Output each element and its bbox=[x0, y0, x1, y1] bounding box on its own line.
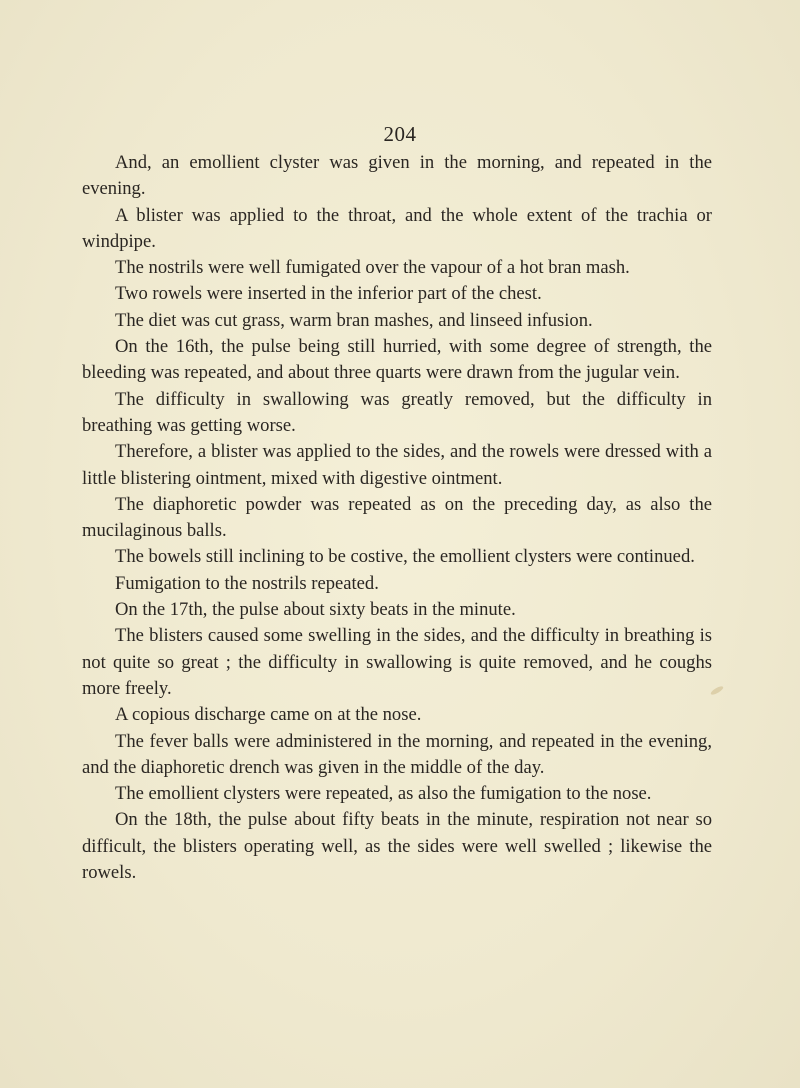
page-number: 204 bbox=[383, 122, 417, 146]
paragraph: On the 16th, the pulse being still hurried, with some degree of strength, the bleeding was repeated, and about three quarts were drawn from the jugular vein. bbox=[82, 336, 712, 384]
paragraph: A blister was applied to the throat, and the whole extent of the trachia or windpipe. bbox=[82, 204, 712, 252]
paragraph: The emollient clysters were repeated, as also the fumigation to the nose. bbox=[115, 783, 652, 805]
paragraph: And, an emollient clyster was given in the morning, and repeated in the evening. bbox=[82, 152, 712, 200]
paragraph: A copious discharge came on at the nose. bbox=[115, 704, 422, 726]
body-text bbox=[82, 150, 712, 886]
paragraph: On the 17th, the pulse about sixty beats in the minute. bbox=[115, 599, 516, 621]
paragraph: The difficulty in swallowing was greatly removed, but the difficulty in breathing was getting worse. bbox=[82, 388, 712, 436]
paragraph: The blisters caused some swelling in the sides, and the difficulty in breathing is not quite so great ; the difficulty in swallowing is quite removed, and he coughs more freely. bbox=[82, 625, 712, 699]
paragraph: Therefore, a blister was applied to the sides, and the rowels were dressed with a little blistering ointment, mixed with digestive ointment. bbox=[82, 441, 712, 489]
paragraph: Two rowels were inserted in the inferior part of the chest. bbox=[115, 283, 542, 305]
paragraph: The nostrils were well fumigated over the vapour of a hot bran mash. bbox=[115, 257, 630, 279]
paragraph: The diet was cut grass, warm bran mashes, and linseed infusion. bbox=[115, 309, 593, 331]
paragraph: Fumigation to the nostrils repeated. bbox=[115, 572, 379, 594]
paragraph: The bowels still inclining to be costive, the emollient clysters were continued. bbox=[115, 546, 695, 568]
paragraph: The diaphoretic powder was repeated as on the preceding day, as also the mucilaginous balls. bbox=[82, 493, 712, 542]
paragraph: On the 18th, the pulse about fifty beats in the minute, respiration not near so difficult, the blisters operating well, as the sides were well swelled ; likewise the rowels. bbox=[82, 809, 712, 884]
paragraph: The fever balls were administered in the morning, and repeated in the evening, and the diaphoretic drench was given in the middle of the day. bbox=[82, 730, 712, 778]
